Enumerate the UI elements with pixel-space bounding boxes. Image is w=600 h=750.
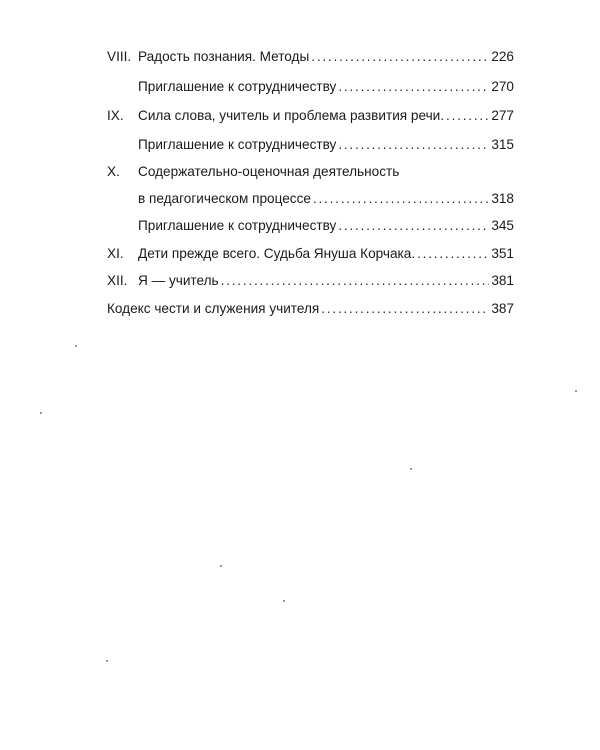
section-title: Приглашение к сотрудничеству [138, 79, 337, 94]
dot-leader [338, 215, 489, 237]
chapter-number: X. [107, 164, 120, 179]
section-title: Приглашение к сотрудничеству [138, 137, 337, 152]
toc-entry-ix[interactable] [107, 105, 514, 127]
chapter-title: Я — учитель [138, 273, 219, 288]
page-number: 345 [491, 218, 514, 233]
toc-entry-code[interactable] [107, 298, 514, 320]
page-number: 277 [491, 108, 514, 123]
section-title: Приглашение к сотрудничеству [138, 218, 337, 233]
page-number: 315 [491, 137, 514, 152]
scan-speck [410, 468, 412, 470]
page-number: 351 [491, 246, 514, 261]
toc-entry-viii[interactable] [107, 46, 514, 68]
scan-speck [40, 412, 42, 414]
chapter-title-continued: в педагогическом процессе [138, 191, 311, 206]
dot-leader [338, 76, 489, 98]
dot-leader [221, 270, 490, 292]
page-number: 318 [491, 191, 514, 206]
chapter-title: Сила слова, учитель и проблема развития речи. [138, 108, 445, 123]
chapter-title: Дети прежде всего. Судьба Януша Корчака. [138, 246, 416, 261]
scan-speck [75, 345, 77, 347]
page-number: 387 [491, 301, 514, 316]
toc-entry-x[interactable] [107, 161, 514, 183]
scan-speck [106, 660, 108, 662]
chapter-number: VIII. [107, 49, 132, 64]
dot-leader [311, 46, 489, 68]
chapter-number: XII. [107, 273, 128, 288]
scan-speck [575, 390, 577, 392]
toc-entry-viii-invitation[interactable] [138, 76, 514, 98]
dot-leader [338, 134, 489, 156]
dot-leader [446, 105, 489, 127]
dot-leader [313, 188, 489, 210]
chapter-number: IX. [107, 108, 124, 123]
toc-entry-xi[interactable] [107, 243, 514, 265]
page-number: 381 [491, 273, 514, 288]
page-number: 226 [491, 49, 514, 64]
toc-entry-xii[interactable] [107, 270, 514, 292]
dot-leader [417, 243, 489, 265]
chapter-number: XI. [107, 246, 124, 261]
chapter-title: Содержательно-оценочная деятельность [138, 164, 400, 179]
toc-entry-x-continued[interactable] [138, 188, 514, 210]
section-title: Кодекс чести и служения учителя [107, 301, 320, 316]
scan-speck [220, 565, 222, 567]
chapter-title: Радость познания. Методы [138, 49, 310, 64]
toc-entry-x-invitation[interactable] [138, 215, 514, 237]
dot-leader [321, 298, 489, 320]
page-number: 270 [491, 79, 514, 94]
toc-entry-ix-invitation[interactable] [138, 134, 514, 156]
scan-speck [283, 600, 285, 602]
